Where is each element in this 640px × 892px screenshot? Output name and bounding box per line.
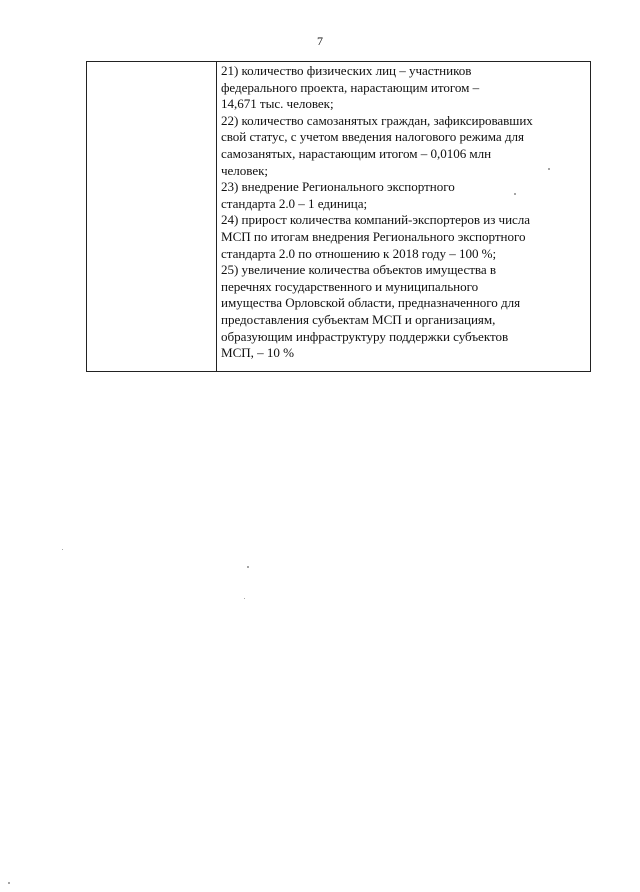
content-table bbox=[86, 61, 591, 372]
text-line: 23) внедрение Регионального экспортного bbox=[221, 179, 455, 195]
text-line: 14,671 тыс. человек; bbox=[221, 96, 334, 112]
table-left-cell bbox=[87, 62, 217, 371]
text-line: 25) увеличение количества объектов имущества в bbox=[221, 262, 496, 278]
text-line: имущества Орловской области, предназначенного для bbox=[221, 295, 521, 311]
text-line: МСП по итогам внедрения Регионального экспортного bbox=[221, 228, 526, 244]
text-line: человек; bbox=[221, 162, 268, 178]
page-number: 7 bbox=[317, 34, 323, 48]
table-right-cell bbox=[217, 62, 590, 371]
text-line: стандарта 2.0 по отношению к 2018 году – 100 %; bbox=[221, 245, 497, 261]
text-line: самозанятых, нарастающим итогом – 0,0106 млн bbox=[221, 145, 492, 161]
text-line: 21) количество физических лиц – участников bbox=[221, 63, 472, 78]
text-line: образующим инфраструктуру поддержки субъектов bbox=[221, 328, 509, 344]
text-line: 22) количество самозанятых граждан, зафиксировавших bbox=[221, 112, 533, 128]
scan-speck bbox=[62, 549, 63, 550]
scan-speck bbox=[247, 566, 249, 568]
text-line: 24) прирост количества компаний-экспортеров из числа bbox=[221, 212, 531, 228]
text-line: перечнях государственного и муниципального bbox=[221, 278, 479, 294]
text-line: МСП, – 10 % bbox=[221, 345, 294, 361]
text-line: федерального проекта, нарастающим итогом – bbox=[221, 79, 480, 95]
scan-speck bbox=[514, 193, 516, 195]
scan-speck bbox=[8, 882, 10, 884]
text-line: стандарта 2.0 – 1 единица; bbox=[221, 195, 368, 211]
text-line: предоставления субъектам МСП и организациям, bbox=[221, 311, 496, 327]
text-line: свой статус, с учетом введения налогового режима для bbox=[221, 129, 524, 145]
scan-speck bbox=[244, 598, 245, 599]
scan-speck bbox=[548, 168, 550, 170]
